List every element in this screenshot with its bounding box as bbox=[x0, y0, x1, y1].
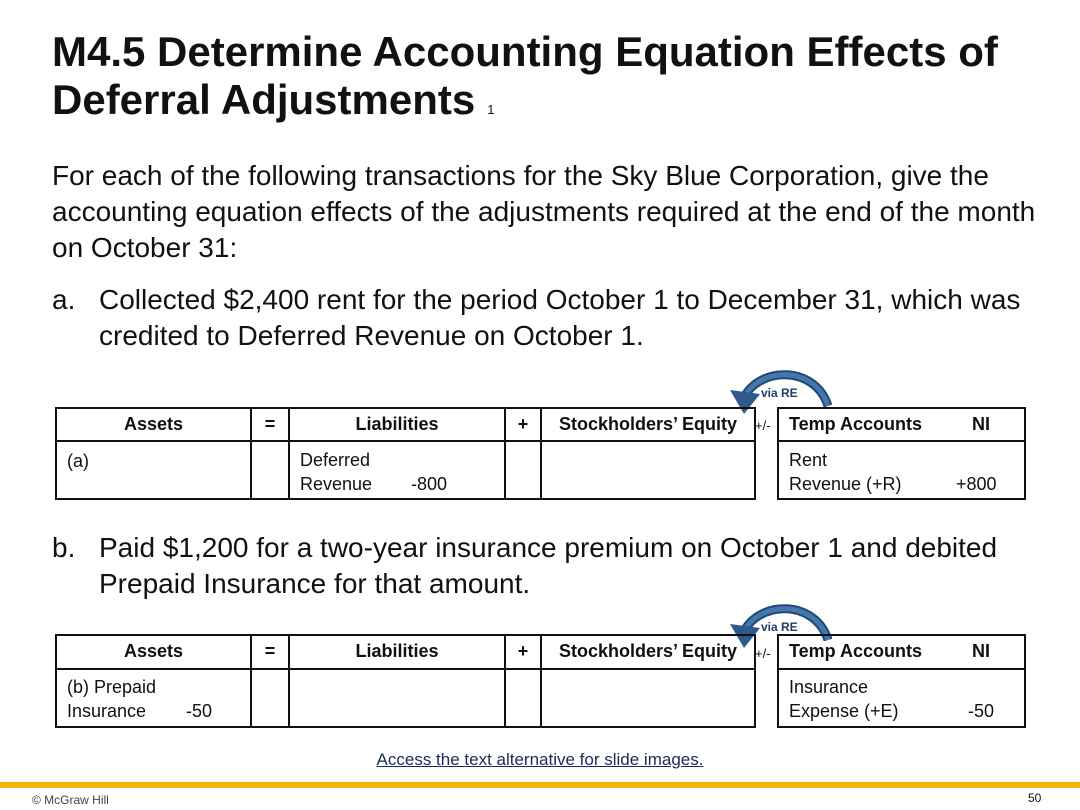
temp-accounts-label: Temp Accounts bbox=[789, 641, 923, 661]
assets-header: Assets bbox=[55, 407, 252, 442]
liab-a-line2: Revenue bbox=[300, 474, 373, 494]
slide-title bbox=[52, 28, 1042, 134]
item-a bbox=[52, 282, 1042, 354]
liab-a-amount: -800 bbox=[411, 474, 448, 494]
assets-header: Assets bbox=[55, 634, 252, 670]
plusminus-label: +/- bbox=[755, 418, 771, 433]
equity-cell-a bbox=[540, 440, 756, 500]
ni-label: NI bbox=[972, 414, 990, 434]
equals-header: = bbox=[250, 407, 290, 442]
item-b bbox=[52, 530, 1042, 602]
liabilities-header: Liabilities bbox=[288, 634, 506, 670]
plus-cell-b bbox=[504, 668, 542, 728]
temp-a-amount: +800 bbox=[956, 474, 997, 494]
equity-header: Stockholders’ Equity bbox=[540, 407, 756, 442]
item-b-text: Paid $1,200 for a two-year insurance premium on October 1 and debited Prepaid Insurance for that amount. bbox=[99, 532, 998, 599]
temp-accounts-label: Temp Accounts bbox=[789, 414, 923, 434]
page-number: 50 bbox=[1028, 791, 1042, 805]
copyright: © McGraw Hill bbox=[32, 793, 109, 807]
item-a-label: a. bbox=[52, 284, 76, 315]
temp-b-amount: -50 bbox=[968, 701, 995, 721]
equity-header: Stockholders’ Equity bbox=[540, 634, 756, 670]
temp-a-line2: Revenue (+R) bbox=[789, 474, 902, 494]
temp-b-line1: Insurance bbox=[789, 677, 869, 697]
liabilities-cell-b bbox=[288, 668, 506, 728]
item-a-text: Collected $2,400 rent for the period October 1 to December 31, which was credited to Deferred Revenue on October 1. bbox=[99, 284, 1021, 351]
assets-b-amount: -50 bbox=[186, 701, 213, 721]
equity-cell-b bbox=[540, 668, 756, 728]
accent-bar bbox=[0, 782, 1080, 788]
liabilities-cell-a bbox=[288, 440, 506, 500]
plus-header: + bbox=[504, 634, 542, 670]
equals-header: = bbox=[250, 634, 290, 670]
liabilities-header: Liabilities bbox=[288, 407, 506, 442]
temp-a-line1: Rent bbox=[789, 450, 828, 470]
temp-cell-a bbox=[777, 440, 1026, 500]
temp-header bbox=[777, 407, 1026, 442]
plus-cell-a bbox=[504, 440, 542, 500]
temp-header bbox=[777, 634, 1026, 670]
liab-a-line1: Deferred bbox=[300, 450, 371, 470]
assets-a-text: (a) bbox=[67, 451, 89, 471]
item-b-label: b. bbox=[52, 532, 76, 563]
intro-paragraph: For each of the following transactions for the Sky Blue Corporation, give the accounting equation effects of the adjustments required at the end of the month on October 31: bbox=[52, 160, 1036, 263]
assets-cell-a bbox=[55, 440, 252, 500]
via-re-label: via RE bbox=[761, 386, 798, 400]
assets-b-line2: Insurance bbox=[67, 701, 147, 721]
assets-cell-b bbox=[55, 668, 252, 728]
text-alternative-link[interactable]: Access the text alternative for slide images. bbox=[376, 750, 704, 769]
equals-cell-a bbox=[250, 440, 290, 500]
equals-cell-b bbox=[250, 668, 290, 728]
ni-label: NI bbox=[972, 641, 990, 661]
temp-cell-b bbox=[777, 668, 1026, 728]
plus-header: + bbox=[504, 407, 542, 442]
via-re-label: via RE bbox=[761, 620, 798, 634]
temp-b-line2: Expense (+E) bbox=[789, 701, 899, 721]
title-footnote: 1 bbox=[487, 102, 495, 117]
assets-b-line1: (b) Prepaid bbox=[67, 677, 157, 697]
plusminus-label: +/- bbox=[755, 646, 771, 661]
slide-title-text: M4.5 Determine Accounting Equation Effects of Deferral Adjustments bbox=[52, 28, 998, 123]
